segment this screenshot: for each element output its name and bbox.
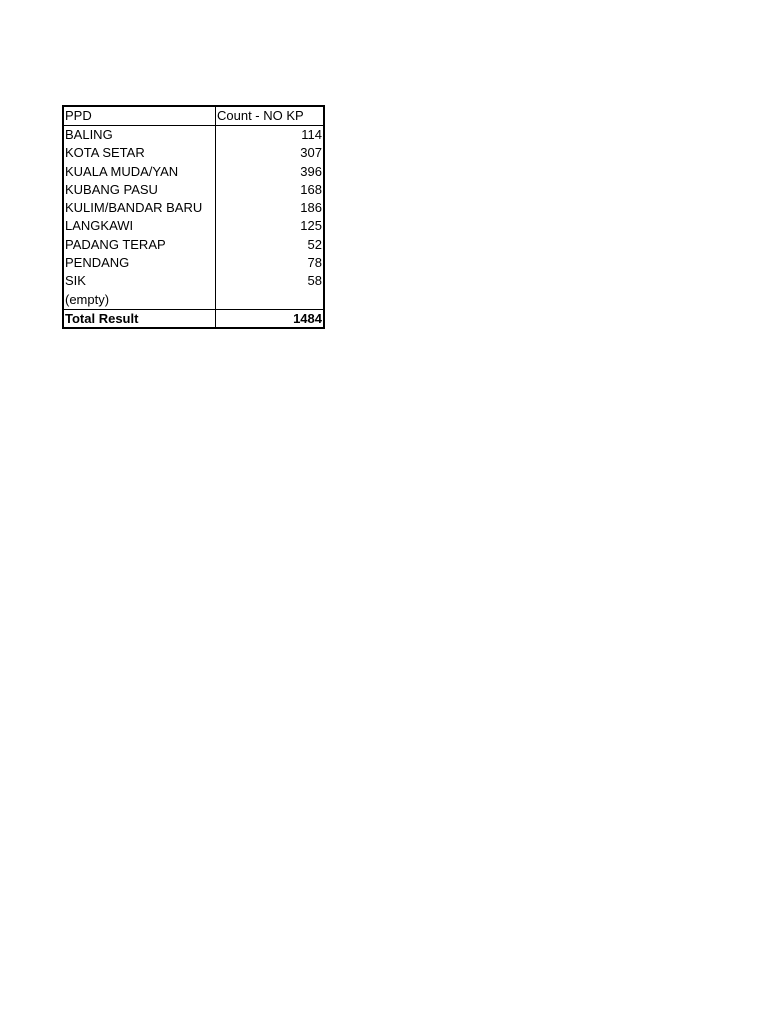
total-count[interactable]: 1484	[293, 310, 322, 326]
ppd-cell[interactable]: KULIM/BANDAR BARU	[64, 199, 216, 217]
ppd-cell[interactable]: BALING	[64, 126, 216, 144]
ppd-cell[interactable]: LANGKAWI	[64, 217, 216, 235]
table-row	[64, 163, 323, 181]
ppd-cell[interactable]: (empty)	[64, 291, 216, 309]
count-cell[interactable]: 307	[300, 145, 322, 161]
table-row	[64, 272, 323, 290]
table-row	[64, 291, 323, 309]
table-row	[64, 236, 323, 254]
pivot-header-row	[64, 107, 323, 126]
count-cell[interactable]: 58	[307, 273, 322, 289]
ppd-cell[interactable]: KUBANG PASU	[64, 181, 216, 199]
total-row	[64, 309, 323, 327]
ppd-cell[interactable]: PENDANG	[64, 254, 216, 272]
count-cell[interactable]: 52	[307, 236, 322, 252]
header-ppd[interactable]: PPD	[64, 107, 216, 125]
ppd-cell[interactable]: SIK	[64, 272, 216, 290]
ppd-cell[interactable]: KUALA MUDA/YAN	[64, 163, 216, 181]
count-cell[interactable]: 186	[300, 200, 322, 216]
table-row	[64, 217, 323, 235]
count-cell[interactable]: 168	[300, 181, 322, 197]
table-row	[64, 126, 323, 144]
table-row	[64, 181, 323, 199]
count-cell[interactable]: 114	[301, 127, 322, 142]
ppd-cell[interactable]: KOTA SETAR	[64, 144, 216, 162]
header-count[interactable]: Count - NO KP	[217, 108, 304, 123]
count-cell[interactable]: 78	[307, 255, 322, 271]
count-cell[interactable]: 125	[300, 218, 322, 234]
table-row	[64, 254, 323, 272]
total-label[interactable]: Total Result	[64, 310, 216, 327]
count-cell[interactable]: 396	[300, 163, 322, 179]
table-row	[64, 144, 323, 162]
count-cell[interactable]	[216, 291, 323, 309]
ppd-cell[interactable]: PADANG TERAP	[64, 236, 216, 254]
table-row	[64, 199, 323, 217]
pivot-table	[62, 105, 325, 329]
